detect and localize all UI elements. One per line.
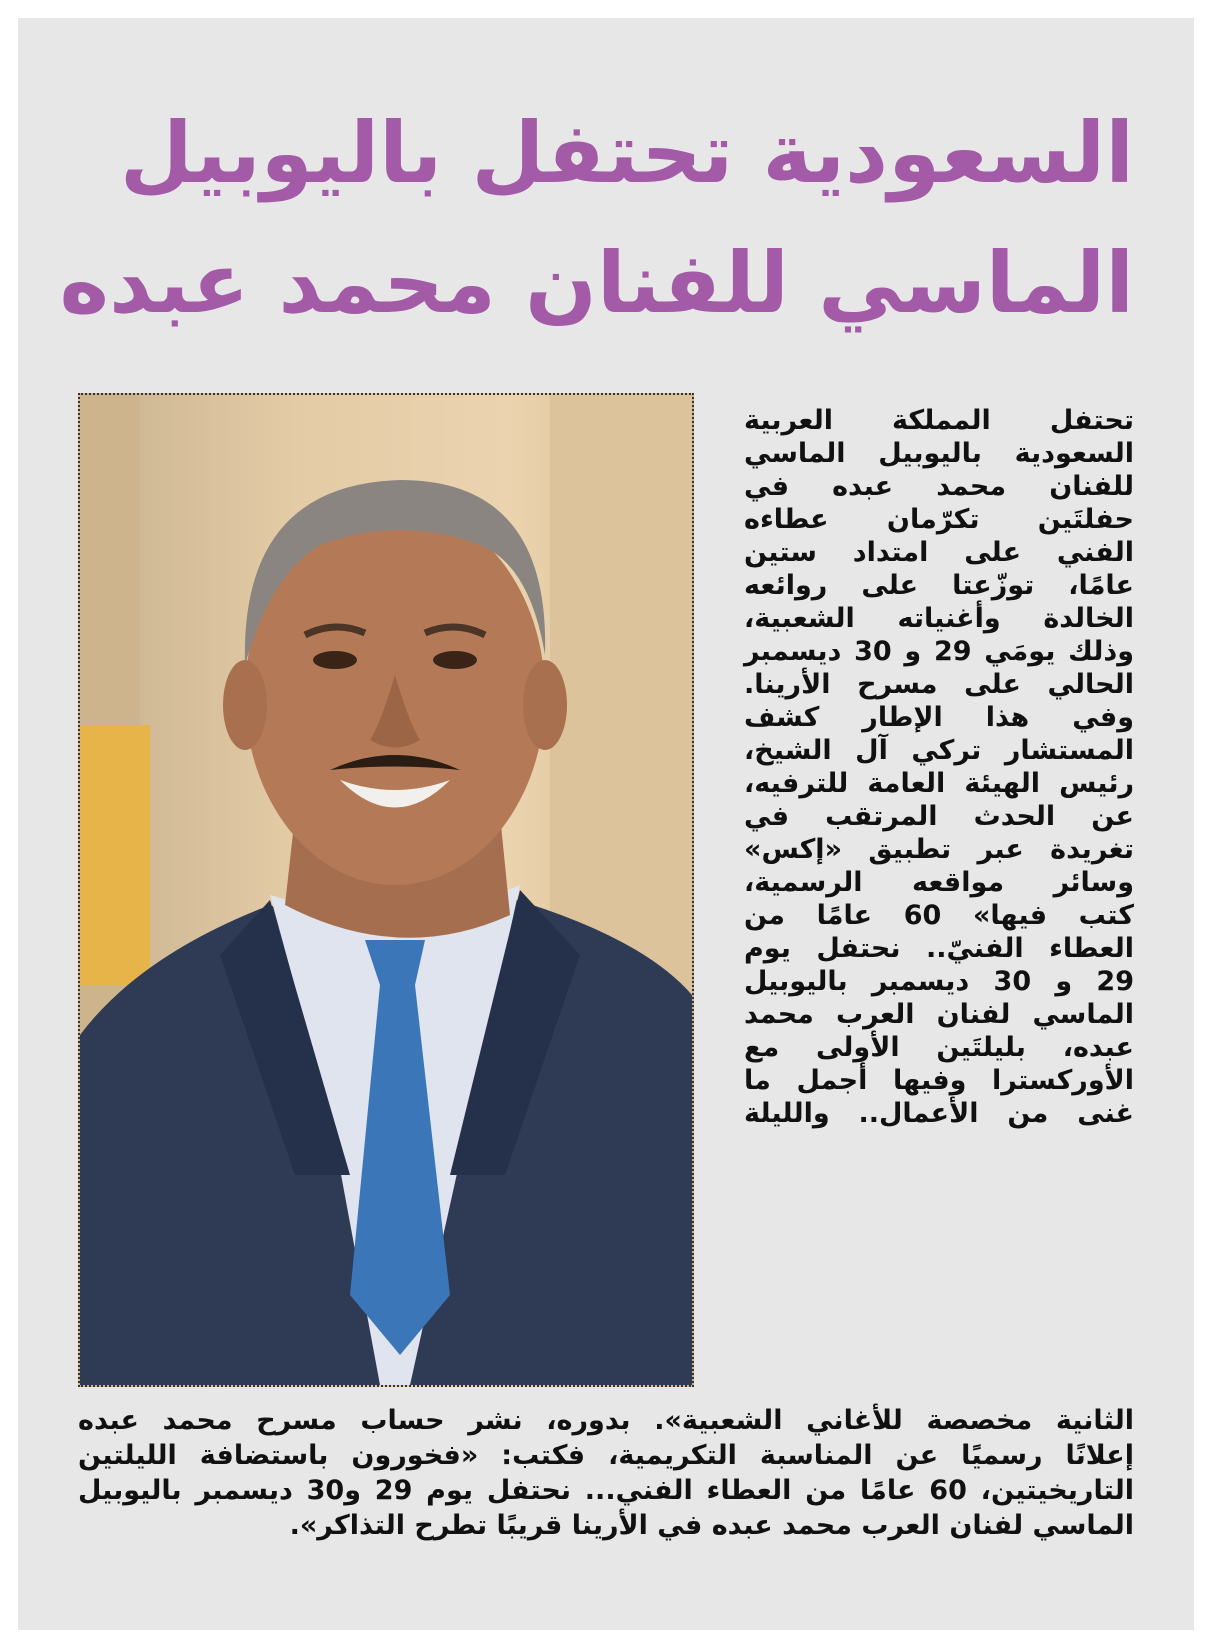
full-line: التاريخيتين، 60 عامًا من العطاء الفني... نحتفل يوم 29 و30 ديسمبر باليوبيل (78, 1475, 1134, 1506)
headline-line-1: السعودية تحتفل باليوبيل (119, 104, 1134, 202)
column-line: عامًا، توزّعتا على روائعه (744, 570, 1134, 601)
column-line: المستشار تركي آل الشيخ، (744, 735, 1134, 766)
left-ear (223, 660, 267, 750)
right-ear (523, 660, 567, 750)
column-line: رئيس الهيئة العامة للترفيه، (744, 768, 1134, 799)
full-line: الماسي لفنان العرب محمد عبده في الأرينا قريبًا تطرح التذاكر». (289, 1510, 1134, 1541)
portrait-photo (78, 393, 694, 1387)
article-full-width-text (78, 1403, 1134, 1543)
column-line: الماسي لفنان العرب محمد (744, 999, 1134, 1030)
article-page (18, 18, 1194, 1630)
column-line: للفنان محمد عبده في (744, 471, 1134, 502)
column-line: تغريدة عبر تطبيق «إكس» (744, 834, 1134, 865)
column-line: وسائر مواقعه الرسمية، (744, 867, 1134, 898)
left-eye (313, 651, 357, 669)
portrait-illustration (80, 395, 692, 1385)
column-line: وفي هذا الإطار كشف (744, 702, 1134, 733)
column-line: العطاء الفنيّ.. نحتفل يوم (744, 933, 1134, 964)
column-line: السعودية باليوبيل الماسي (744, 438, 1134, 469)
yellow-panel (80, 725, 150, 985)
column-line: كتب فيها» 60 عامًا من (744, 900, 1134, 931)
column-line: 29 و 30 ديسمبر باليوبيل (744, 966, 1134, 997)
column-line: غنى من الأعمال.. والليلة (744, 1098, 1134, 1129)
headline-line-2: الماسي للفنان محمد عبده (59, 234, 1134, 332)
headline (59, 88, 1134, 348)
column-line: وذلك يومَي 29 و 30 ديسمبر (744, 636, 1134, 667)
column-line: الخالدة وأغنياته الشعبية، (744, 603, 1134, 634)
column-line: تحتفل المملكة العربية (744, 405, 1134, 436)
column-line: الحالي على مسرح الأرينا. (744, 669, 1134, 700)
full-line: الثانية مخصصة للأغاني الشعبية». بدوره، نشر حساب مسرح محمد عبده (78, 1405, 1134, 1436)
right-eye (433, 651, 477, 669)
column-line: الأوركسترا وفيها أجمل ما (744, 1065, 1134, 1096)
column-line: الفني على امتداد ستين (744, 537, 1134, 568)
column-line: عن الحدث المرتقب في (744, 801, 1134, 832)
full-line: إعلانًا رسميًا عن المناسبة التكريمية، فكتب: «فخورون باستضافة الليلتين (78, 1440, 1134, 1471)
column-line: عبده، بليلتَين الأولى مع (744, 1032, 1134, 1063)
column-line: حفلتَين تكرّمان عطاءه (744, 504, 1134, 535)
article-column (744, 404, 1134, 1130)
